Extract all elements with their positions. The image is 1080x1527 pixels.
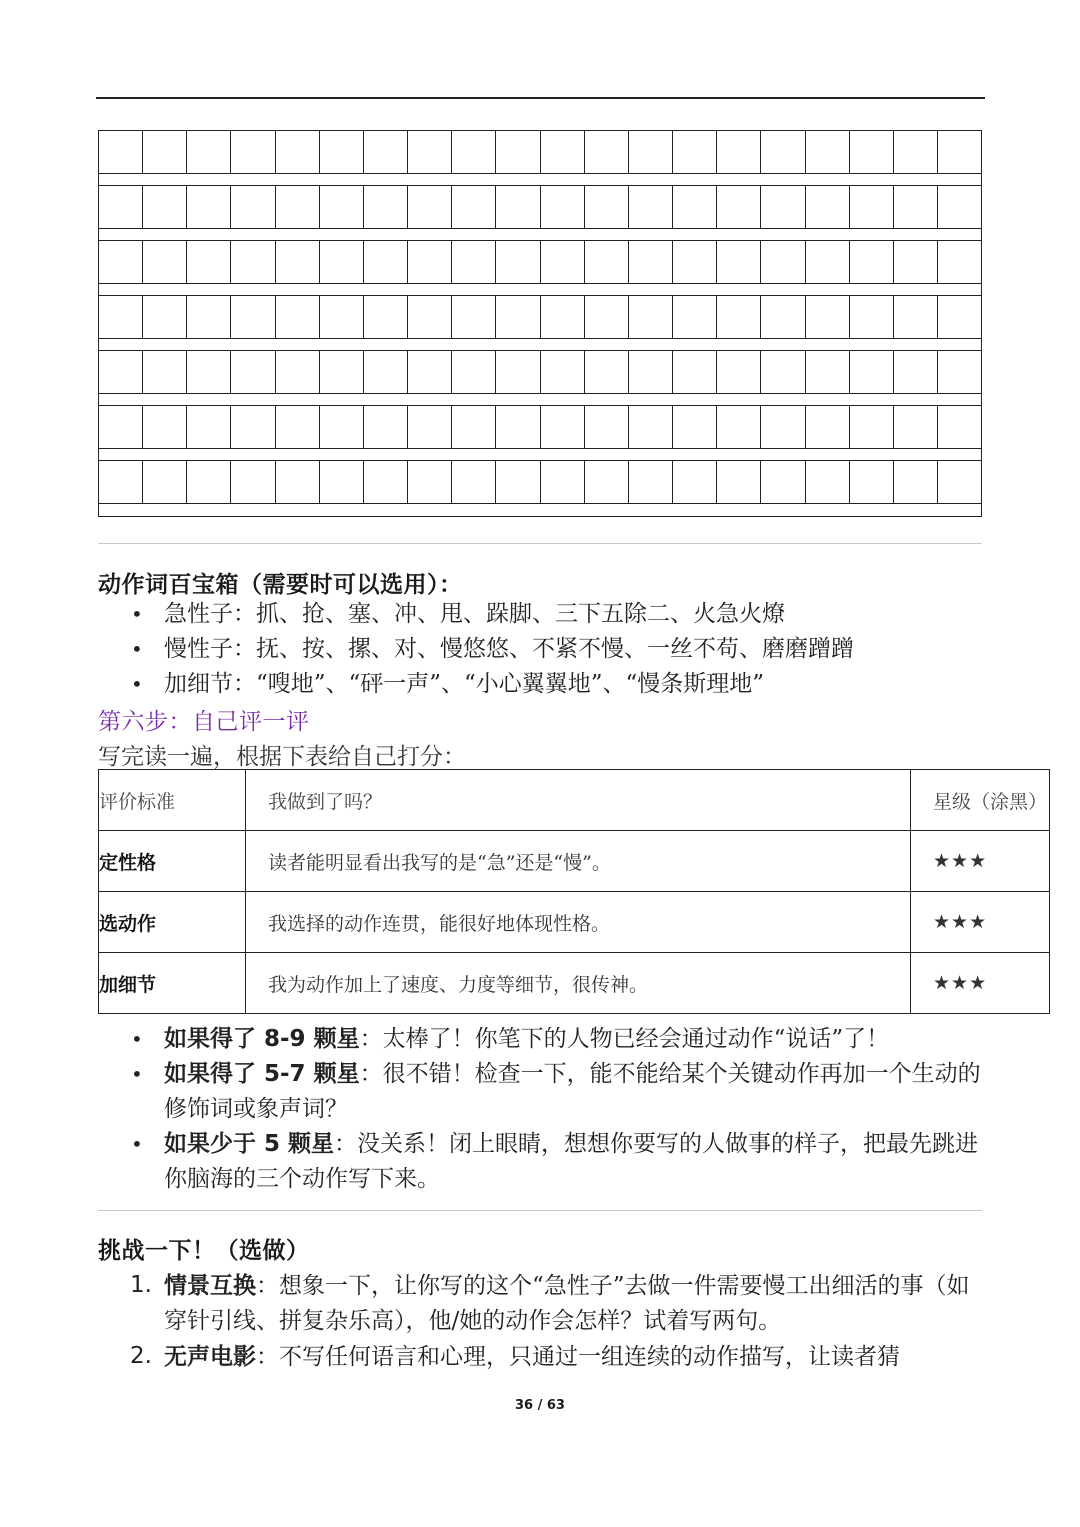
- grid-cell[interactable]: [276, 186, 320, 228]
- grid-cell[interactable]: [143, 351, 187, 393]
- grid-cell[interactable]: [452, 296, 496, 338]
- grid-row: [99, 406, 981, 448]
- grid-cell[interactable]: [894, 406, 938, 448]
- grid-gap: [99, 283, 981, 296]
- grid-cell[interactable]: [629, 406, 673, 448]
- result-text: ：没关系！闭上眼睛，想想你要写的人做事的样子，把最先跳进你脑海的三个动作写下来。: [164, 1131, 979, 1192]
- word-box-title: 动作词百宝箱（需要时可以选用）：: [98, 571, 463, 598]
- item-label: 慢性子：: [164, 636, 256, 662]
- grid-cell[interactable]: [894, 296, 938, 338]
- grid-cell[interactable]: [408, 241, 452, 283]
- grid-cell[interactable]: [585, 241, 629, 283]
- grid-cell[interactable]: [541, 351, 585, 393]
- grid-cell[interactable]: [496, 406, 540, 448]
- star-rating[interactable]: ★★★: [911, 953, 1050, 1014]
- item-text: 抚、按、摞、对、慢悠悠、不紧不慢、一丝不苟、磨磨蹭蹭: [256, 636, 854, 662]
- grid-cell[interactable]: [187, 296, 231, 338]
- grid-cell[interactable]: [231, 406, 275, 448]
- grid-cell[interactable]: [761, 186, 805, 228]
- grid-cell[interactable]: [187, 351, 231, 393]
- grid-cell[interactable]: [452, 241, 496, 283]
- grid-cell[interactable]: [231, 351, 275, 393]
- grid-cell[interactable]: [452, 461, 496, 503]
- grid-row: [99, 241, 981, 283]
- grid-cell[interactable]: [364, 186, 408, 228]
- grid-gap: [99, 173, 981, 186]
- grid-cell[interactable]: [761, 406, 805, 448]
- grid-cell[interactable]: [452, 351, 496, 393]
- grid-cell[interactable]: [629, 296, 673, 338]
- grid-cell[interactable]: [894, 131, 938, 173]
- grid-cell[interactable]: [806, 241, 850, 283]
- grid-cell[interactable]: [585, 186, 629, 228]
- challenge-title: 挑战一下！（选做）: [98, 1237, 310, 1264]
- list-item: [98, 1339, 988, 1375]
- grid-cell[interactable]: [408, 186, 452, 228]
- grid-cell[interactable]: [187, 461, 231, 503]
- grid-cell[interactable]: [850, 241, 894, 283]
- grid-cell[interactable]: [364, 406, 408, 448]
- grid-cell[interactable]: [761, 461, 805, 503]
- word-box-list: [98, 597, 988, 702]
- grid-cell[interactable]: [629, 351, 673, 393]
- separator: [98, 543, 982, 544]
- list-item: [98, 1057, 988, 1127]
- grid-cell[interactable]: [806, 406, 850, 448]
- grid-cell[interactable]: [143, 186, 187, 228]
- grid-row: [99, 461, 981, 503]
- grid-cell[interactable]: [408, 131, 452, 173]
- grid-cell[interactable]: [231, 461, 275, 503]
- table-row: [99, 831, 1050, 892]
- grid-cell[interactable]: [938, 131, 981, 173]
- grid-cell[interactable]: [541, 461, 585, 503]
- grid-cell[interactable]: [496, 296, 540, 338]
- evaluation-table: [98, 769, 1050, 1014]
- grid-cell[interactable]: [850, 461, 894, 503]
- item-number: 1.: [130, 1272, 152, 1298]
- grid-cell[interactable]: [452, 406, 496, 448]
- grid-cell[interactable]: [673, 241, 717, 283]
- list-item: [98, 1127, 988, 1197]
- grid-cell[interactable]: [231, 186, 275, 228]
- grid-cell[interactable]: [850, 296, 894, 338]
- grid-cell[interactable]: [231, 131, 275, 173]
- grid-cell[interactable]: [717, 241, 761, 283]
- grid-cell[interactable]: [231, 296, 275, 338]
- desc-cell: 我选择的动作连贯，能很好地体现性格。: [246, 892, 911, 953]
- grid-cell[interactable]: [143, 241, 187, 283]
- grid-cell[interactable]: [806, 131, 850, 173]
- grid-cell[interactable]: [850, 186, 894, 228]
- grid-cell[interactable]: [717, 296, 761, 338]
- grid-cell[interactable]: [364, 351, 408, 393]
- grid-cell[interactable]: [585, 351, 629, 393]
- result-text: ：很不错！检查一下，能不能给某个关键动作再加一个生动的修饰词或象声词？: [164, 1061, 981, 1122]
- grid-cell[interactable]: [541, 406, 585, 448]
- grid-cell[interactable]: [496, 186, 540, 228]
- grid-cell[interactable]: [717, 461, 761, 503]
- grid-gap: [99, 228, 981, 241]
- grid-cell[interactable]: [806, 351, 850, 393]
- grid-cell[interactable]: [585, 461, 629, 503]
- results-list: [98, 1022, 988, 1197]
- step6-title: 第六步：自己评一评: [98, 709, 310, 735]
- grid-cell[interactable]: [629, 461, 673, 503]
- item-text: “嗖地”、“砰一声”、“小心翼翼地”、“慢条斯理地”: [256, 671, 765, 697]
- grid-cell[interactable]: [276, 351, 320, 393]
- challenge-name: 情景互换: [164, 1272, 256, 1299]
- grid-cell[interactable]: [938, 461, 981, 503]
- grid-cell[interactable]: [452, 131, 496, 173]
- grid-row: [99, 131, 981, 173]
- grid-cell[interactable]: [850, 131, 894, 173]
- grid-cell[interactable]: [143, 296, 187, 338]
- grid-cell[interactable]: [320, 461, 364, 503]
- grid-cell[interactable]: [143, 131, 187, 173]
- grid-cell[interactable]: [320, 406, 364, 448]
- grid-cell[interactable]: [496, 461, 540, 503]
- list-item: [98, 1268, 988, 1339]
- grid-cell[interactable]: [673, 131, 717, 173]
- grid-gap: [99, 503, 981, 516]
- grid-cell[interactable]: [894, 351, 938, 393]
- challenge-text: ：不写任何语言和心理，只通过一组连续的动作描写，让读者猜: [256, 1344, 900, 1370]
- result-condition: 如果得了 8-9 颗星: [164, 1026, 360, 1052]
- grid-cell[interactable]: [585, 406, 629, 448]
- grid-gap: [99, 393, 981, 406]
- grid-cell[interactable]: [806, 296, 850, 338]
- table-header-row: [99, 770, 1050, 831]
- grid-cell[interactable]: [320, 186, 364, 228]
- grid-cell[interactable]: [143, 461, 187, 503]
- grid-cell[interactable]: [938, 186, 981, 228]
- grid-cell[interactable]: [717, 131, 761, 173]
- grid-cell[interactable]: [496, 351, 540, 393]
- grid-cell[interactable]: [541, 296, 585, 338]
- grid-cell[interactable]: [496, 241, 540, 283]
- grid-cell[interactable]: [99, 351, 143, 393]
- criterion-cell: 加细节: [99, 953, 246, 1014]
- grid-cell[interactable]: [761, 296, 805, 338]
- header-criterion: 评价标准: [99, 770, 246, 831]
- list-item: [98, 632, 988, 667]
- grid-cell[interactable]: [143, 406, 187, 448]
- challenge-list: [98, 1268, 988, 1375]
- page-number: 36 / 63: [515, 1398, 565, 1413]
- top-rule: [96, 97, 985, 99]
- grid-row: [99, 351, 981, 393]
- desc-cell: 我为动作加上了速度、力度等细节，很传神。: [246, 953, 911, 1014]
- grid-cell[interactable]: [850, 351, 894, 393]
- grid-cell[interactable]: [761, 131, 805, 173]
- step6-intro: 写完读一遍，根据下表给自己打分：: [98, 744, 466, 770]
- grid-cell[interactable]: [629, 241, 673, 283]
- grid-cell[interactable]: [276, 461, 320, 503]
- grid-cell[interactable]: [673, 406, 717, 448]
- result-text: ：太棒了！你笔下的人物已经会通过动作“说话”了！: [359, 1026, 890, 1052]
- grid-cell[interactable]: [99, 461, 143, 503]
- table-row: [99, 892, 1050, 953]
- grid-cell[interactable]: [717, 406, 761, 448]
- grid-cell[interactable]: [938, 241, 981, 283]
- grid-cell[interactable]: [938, 296, 981, 338]
- grid-cell[interactable]: [673, 461, 717, 503]
- grid-cell[interactable]: [585, 131, 629, 173]
- grid-cell[interactable]: [761, 351, 805, 393]
- grid-cell[interactable]: [938, 351, 981, 393]
- item-label: 加细节：: [164, 671, 256, 697]
- list-item: [98, 597, 988, 632]
- grid-cell[interactable]: [187, 186, 231, 228]
- grid-cell[interactable]: [187, 406, 231, 448]
- grid-cell[interactable]: [276, 406, 320, 448]
- grid-cell[interactable]: [364, 296, 408, 338]
- header-stars: 星级（涂黑）: [911, 770, 1050, 831]
- grid-cell[interactable]: [320, 131, 364, 173]
- writing-grid: [98, 130, 982, 517]
- separator: [98, 1210, 982, 1211]
- star-rating[interactable]: ★★★: [911, 892, 1050, 953]
- item-text: 抓、抢、塞、冲、甩、跺脚、三下五除二、火急火燎: [256, 601, 785, 627]
- star-rating[interactable]: ★★★: [911, 831, 1050, 892]
- grid-cell[interactable]: [894, 241, 938, 283]
- criterion-cell: 定性格: [99, 831, 246, 892]
- grid-cell[interactable]: [99, 186, 143, 228]
- grid-row: [99, 186, 981, 228]
- grid-gap: [99, 448, 981, 461]
- list-item: [98, 667, 988, 702]
- criterion-cell: 选动作: [99, 892, 246, 953]
- grid-cell[interactable]: [99, 296, 143, 338]
- grid-cell[interactable]: [364, 131, 408, 173]
- result-condition: 如果得了 5-7 颗星: [164, 1061, 360, 1087]
- grid-cell[interactable]: [585, 296, 629, 338]
- grid-cell[interactable]: [673, 186, 717, 228]
- challenge-text: ：想象一下，让你写的这个“急性子”去做一件需要慢工出细活的事（如穿针引线、拼复杂乐高），他/她的动作会怎样？试着写两句。: [164, 1273, 970, 1334]
- grid-cell[interactable]: [541, 131, 585, 173]
- grid-cell[interactable]: [364, 461, 408, 503]
- grid-cell[interactable]: [187, 241, 231, 283]
- challenge-name: 无声电影: [164, 1343, 256, 1370]
- desc-cell: 读者能明显看出我写的是“急”还是“慢”。: [246, 831, 911, 892]
- grid-gap: [99, 338, 981, 351]
- grid-cell[interactable]: [276, 241, 320, 283]
- grid-cell[interactable]: [761, 241, 805, 283]
- grid-cell[interactable]: [408, 406, 452, 448]
- grid-cell[interactable]: [320, 351, 364, 393]
- grid-cell[interactable]: [364, 241, 408, 283]
- grid-cell[interactable]: [452, 186, 496, 228]
- grid-cell[interactable]: [496, 131, 540, 173]
- grid-cell[interactable]: [717, 186, 761, 228]
- grid-cell[interactable]: [850, 406, 894, 448]
- grid-row: [99, 296, 981, 338]
- grid-cell[interactable]: [629, 186, 673, 228]
- grid-cell[interactable]: [938, 406, 981, 448]
- grid-cell[interactable]: [717, 351, 761, 393]
- item-label: 急性子：: [164, 601, 256, 627]
- grid-cell[interactable]: [894, 186, 938, 228]
- grid-cell[interactable]: [541, 241, 585, 283]
- grid-cell[interactable]: [99, 241, 143, 283]
- list-item: [98, 1022, 988, 1057]
- grid-cell[interactable]: [629, 131, 673, 173]
- grid-cell[interactable]: [673, 296, 717, 338]
- grid-cell[interactable]: [320, 241, 364, 283]
- result-condition: 如果少于 5 颗星: [164, 1131, 335, 1157]
- grid-cell[interactable]: [99, 406, 143, 448]
- grid-cell[interactable]: [806, 461, 850, 503]
- grid-cell[interactable]: [99, 131, 143, 173]
- grid-cell[interactable]: [231, 241, 275, 283]
- grid-cell[interactable]: [408, 296, 452, 338]
- grid-cell[interactable]: [276, 296, 320, 338]
- grid-cell[interactable]: [276, 131, 320, 173]
- item-number: 2.: [130, 1343, 152, 1369]
- grid-cell[interactable]: [894, 461, 938, 503]
- table-row: [99, 953, 1050, 1014]
- grid-cell[interactable]: [806, 186, 850, 228]
- grid-cell[interactable]: [408, 351, 452, 393]
- grid-cell[interactable]: [320, 296, 364, 338]
- grid-cell[interactable]: [673, 351, 717, 393]
- header-question: 我做到了吗？: [246, 770, 911, 831]
- grid-cell[interactable]: [541, 186, 585, 228]
- grid-cell[interactable]: [408, 461, 452, 503]
- grid-cell[interactable]: [187, 131, 231, 173]
